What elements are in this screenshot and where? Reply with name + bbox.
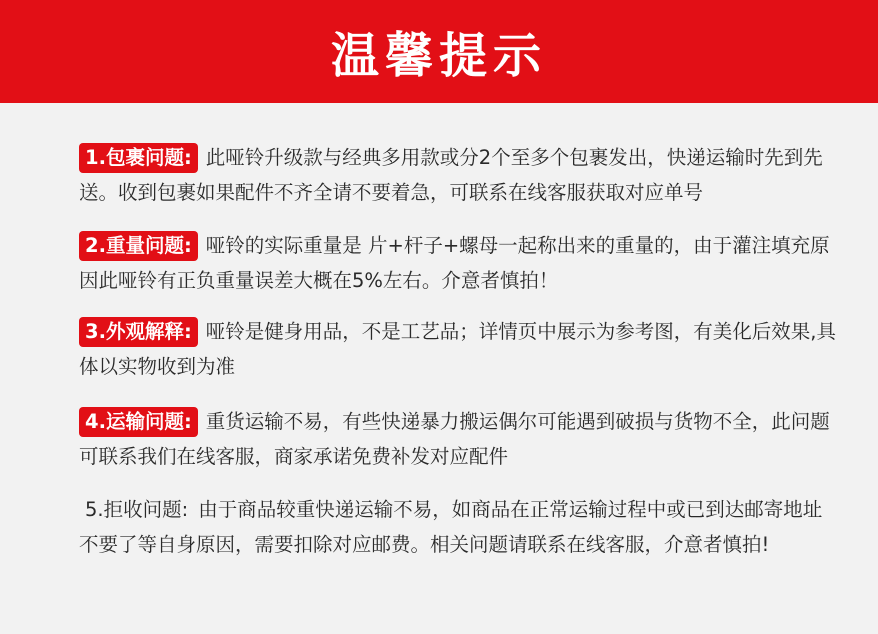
notice-label-badge: 1.包裹问题:	[79, 143, 198, 173]
header-banner	[0, 0, 878, 103]
notice-item-refusal	[79, 492, 839, 562]
notice-text: 哑铃的实际重量是 片+杆子+螺母一起称出来的重量的，由于灌注填充原因此哑铃有正负重量误差大概在5%左右。介意者慎拍！	[79, 234, 830, 292]
notice-text: 哑铃是健身用品，不是工艺品；详情页中展示为参考图，有美化后效果,具体以实物收到为准	[79, 320, 836, 378]
notice-list	[79, 140, 839, 578]
notice-label: 5.拒收问题:	[85, 498, 189, 521]
notice-text: 此哑铃升级款与经典多用款或分2个至多个包裹发出，快递运输时先到先送。收到包裹如果配件不齐全请不要着急，可联系在线客服获取对应单号	[79, 146, 823, 204]
notice-text: 重货运输不易，有些快递暴力搬运偶尔可能遇到破损与货物不全，此问题可联系我们在线客服，商家承诺免费补发对应配件	[79, 410, 830, 468]
notice-item-shipping	[79, 404, 839, 474]
notice-label-badge: 4.运输问题:	[79, 407, 198, 437]
page-title: 温馨提示	[330, 28, 547, 84]
notice-item-weight	[79, 228, 839, 298]
notice-item-appearance	[79, 314, 839, 384]
notice-item-package	[79, 140, 839, 210]
notice-label-badge: 2.重量问题:	[79, 231, 198, 261]
notice-text: 由于商品较重快递运输不易，如商品在正常运输过程中或已到达邮寄地址不要了等自身原因，需要扣除对应邮费。相关问题请联系在线客服，介意者慎拍!	[79, 498, 823, 556]
notice-label-badge: 3.外观解释:	[79, 317, 198, 347]
